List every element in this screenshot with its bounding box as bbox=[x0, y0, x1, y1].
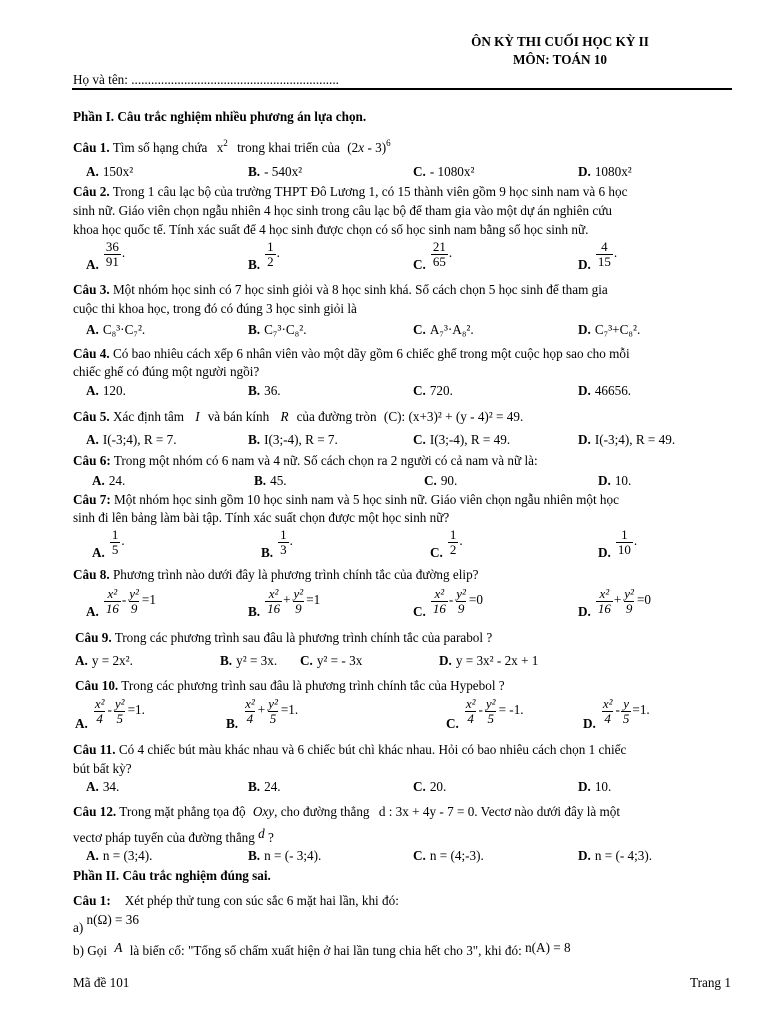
question-3: Câu 3. Một nhóm học sinh có 7 học sinh giỏi và 8 học sinh khá. Số cách chọn 5 học sinh để tham gia bbox=[73, 282, 608, 297]
question-7-line2: sinh đi lên bảng làm bài tập. Tính xác suất chọn được một học sinh nữ? bbox=[73, 510, 450, 525]
q6-option-c[interactable]: C. 90. bbox=[424, 473, 458, 488]
q4-option-a[interactable]: A. 120. bbox=[86, 383, 126, 398]
q4-option-b[interactable]: B. 36. bbox=[248, 383, 281, 398]
question-7: Câu 7: Một nhóm học sinh gồm 10 học sinh nam và 5 học sinh nữ. Giáo viên chọn ngẫu nhiên một học bbox=[73, 492, 619, 507]
question-4-line2: chiếc ghế có đúng một người ngồi? bbox=[73, 364, 260, 379]
exam-title: ÔN KỲ THI CUỐI HỌC KỲ II bbox=[471, 34, 649, 49]
question-4: Câu 4. Có bao nhiêu cách xếp 6 nhân viên vào một dãy gồm 6 chiếc ghế trong một cuộc họp sao cho mỗi bbox=[73, 346, 630, 361]
part1-title: Phần I. Câu trắc nghiệm nhiều phương án lựa chọn. bbox=[73, 109, 367, 124]
q5-option-a[interactable]: A. I(-3;4), R = 7. bbox=[86, 432, 177, 447]
q6-option-b[interactable]: B. 45. bbox=[254, 473, 287, 488]
q3-option-d[interactable]: D. C₇³+C₈². bbox=[578, 322, 641, 337]
q7-option-a[interactable]: A. $\frac{1}{5}$ . bbox=[92, 527, 125, 561]
part2-question-1: Câu 1: Xét phép thử tung con súc sắc 6 mặt hai lần, khi đó: bbox=[73, 893, 399, 908]
question-10: Câu 10. Trong các phương trình sau đâu là phương trình chính tắc của Hypebol ? bbox=[75, 678, 505, 693]
q3-option-a[interactable]: A. C₈³·C₇². bbox=[86, 322, 146, 337]
q9-option-d[interactable]: D. y = 3x² - 2x + 1 bbox=[439, 653, 539, 668]
header-divider bbox=[72, 88, 732, 90]
q3-option-b[interactable]: B. C₇³·C₈². bbox=[248, 322, 307, 337]
q11-option-d[interactable]: D. 10. bbox=[578, 779, 612, 794]
part2-q1-b: b) Gọi A là biến cố: "Tổng số chấm xuất hiện ở hai lần tung chia hết cho 3", khi đó: n(A) = 8 bbox=[73, 940, 571, 958]
q12-option-c[interactable]: C. n = (4;-3). bbox=[413, 848, 484, 863]
q8-option-c[interactable]: C. $\frac{\text{x²}}{16}$ - $\frac{\text{y²}}{9}$ =0 bbox=[413, 586, 483, 620]
part2-q1-a: a) n(Ω) = 36 bbox=[73, 912, 139, 935]
q12-option-a[interactable]: A. n = (3;4). bbox=[86, 848, 153, 863]
q10-option-a[interactable]: A. $\frac{\text{x²}}{4}$ - $\frac{\text{y²}}{5}$ =1. bbox=[75, 696, 145, 732]
question-5: Câu 5. Xác định tâm I và bán kính R của đường tròn (C): (x+3)² + (y - 4)² = 49. bbox=[73, 409, 524, 424]
q11-option-b[interactable]: B. 24. bbox=[248, 779, 281, 794]
q8-option-a[interactable]: A. $\frac{\text{x²}}{16}$ - $\frac{\text{y²}}{9}$ =1 bbox=[86, 586, 156, 620]
question-9: Câu 9. Trong các phương trình sau đâu là phương trình chính tắc của parabol ? bbox=[75, 630, 493, 645]
q5-option-d[interactable]: D. I(-3;4), R = 49. bbox=[578, 432, 676, 447]
question-11-line2: bút bất kỳ? bbox=[73, 761, 132, 776]
q10-option-d[interactable]: D. $\frac{\text{x²}}{4}$ - $\frac{y}{5}$ =1. bbox=[583, 696, 650, 732]
part2-title: Phần II. Câu trắc nghiệm đúng sai. bbox=[73, 868, 271, 883]
q9-option-c[interactable]: C. y² = - 3x bbox=[300, 653, 363, 668]
name-field: Họ và tên: ............................................................... bbox=[73, 72, 339, 87]
q4-option-d[interactable]: D. 46656. bbox=[578, 383, 632, 398]
question-6: Câu 6: Trong một nhóm có 6 nam và 4 nữ. Số cách chọn ra 2 người có cả nam và nữ là: bbox=[73, 453, 538, 468]
question-11: Câu 11. Có 4 chiếc bút màu khác nhau và 6 chiếc bút chì khác nhau. Hỏi có bao nhiêu cách chọn 1 chiếc bbox=[73, 742, 627, 757]
q11-option-a[interactable]: A. 34. bbox=[86, 779, 120, 794]
q2-option-d[interactable]: D. $\frac{4}{15}$ . bbox=[578, 239, 618, 273]
q9-option-a[interactable]: A. y = 2x². bbox=[75, 653, 133, 668]
q7-option-d[interactable]: D. $\frac{1}{10}$ . bbox=[598, 527, 638, 561]
question-8: Câu 8. Phương trình nào dưới đây là phương trình chính tắc của đường elip? bbox=[73, 567, 479, 582]
question-3-line2: cuộc thi khoa học, trong đó có đúng 3 học sinh giỏi là bbox=[73, 301, 357, 316]
q5-option-b[interactable]: B. I(3;-4), R = 7. bbox=[248, 432, 338, 447]
q4-option-c[interactable]: C. 720. bbox=[413, 383, 453, 398]
q3-option-c[interactable]: C. A₇³·A₈². bbox=[413, 322, 474, 337]
q2-option-b[interactable]: B. $\frac{1}{2}$ . bbox=[248, 239, 280, 273]
q1-option-d[interactable]: D. 1080x² bbox=[578, 164, 632, 179]
q2-option-a[interactable]: A. $\frac{36}{91}$ . bbox=[86, 239, 126, 273]
question-12-line2: vectơ pháp tuyến của đường thẳng d ? bbox=[73, 826, 274, 845]
exam-code: Mã đề 101 bbox=[73, 975, 130, 990]
q1-option-a[interactable]: A. 150x² bbox=[86, 164, 134, 179]
q8-option-d[interactable]: D. $\frac{\text{x²}}{16}$ + $\frac{\text{y²}}{9}$ =0 bbox=[578, 586, 651, 620]
q8-option-b[interactable]: B. $\frac{\text{x²}}{16}$ + $\frac{\text{y²}}{9}$ =1 bbox=[248, 586, 321, 620]
page-number: Trang 1 bbox=[690, 975, 731, 990]
q6-option-a[interactable]: A. 24. bbox=[92, 473, 126, 488]
question-12: Câu 12. Trong mặt phẳng tọa độ Oxy, cho đường thẳng d : 3x + 4y - 7 = 0. Vectơ nào dưới đây là một bbox=[73, 804, 621, 819]
q12-option-b[interactable]: B. n = (- 3;4). bbox=[248, 848, 322, 863]
question-2-line3: khoa học quốc tế. Tính xác suất để 4 học sinh được chọn có số học sinh nam bằng số học sinh nữ. bbox=[73, 222, 589, 237]
q1-option-c[interactable]: C. - 1080x² bbox=[413, 164, 475, 179]
q5-option-c[interactable]: C. I(3;-4), R = 49. bbox=[413, 432, 511, 447]
q9-option-b[interactable]: B. y² = 3x. bbox=[220, 653, 278, 668]
q10-option-c[interactable]: C. $\frac{\text{x²}}{4}$ - $\frac{\text{y²}}{5}$ = -1. bbox=[446, 696, 524, 732]
q6-option-d[interactable]: D. 10. bbox=[598, 473, 632, 488]
q7-option-c[interactable]: C. $\frac{1}{2}$ . bbox=[430, 527, 463, 561]
q2-option-c[interactable]: C. $\frac{21}{65}$ . bbox=[413, 239, 453, 273]
q11-option-c[interactable]: C. 20. bbox=[413, 779, 447, 794]
question-1: Câu 1. Tìm số hạng chứa $x^2$ trong khai triển của (2x - 3)$^6$ bbox=[73, 138, 391, 155]
q12-option-d[interactable]: D. n = (- 4;3). bbox=[578, 848, 653, 863]
q1-option-b[interactable]: B. - 540x² bbox=[248, 164, 303, 179]
q10-option-b[interactable]: B. $\frac{\text{x²}}{4}$ + $\frac{\text{y²}}{5}$ =1. bbox=[226, 696, 299, 732]
question-2: Câu 2. Trong 1 câu lạc bộ của trường THPT Đô Lương 1, có 15 thành viên gồm 9 học sinh nam và 6 học bbox=[73, 184, 628, 199]
exam-subject: MÔN: TOÁN 10 bbox=[512, 52, 608, 67]
q7-option-b[interactable]: B. $\frac{1}{3}$ . bbox=[261, 527, 293, 561]
question-2-line2: sinh nữ. Giáo viên chọn ngẫu nhiên 4 học sinh trong câu lạc bộ để tham gia vào một dự án nghiên cứu bbox=[73, 203, 612, 218]
